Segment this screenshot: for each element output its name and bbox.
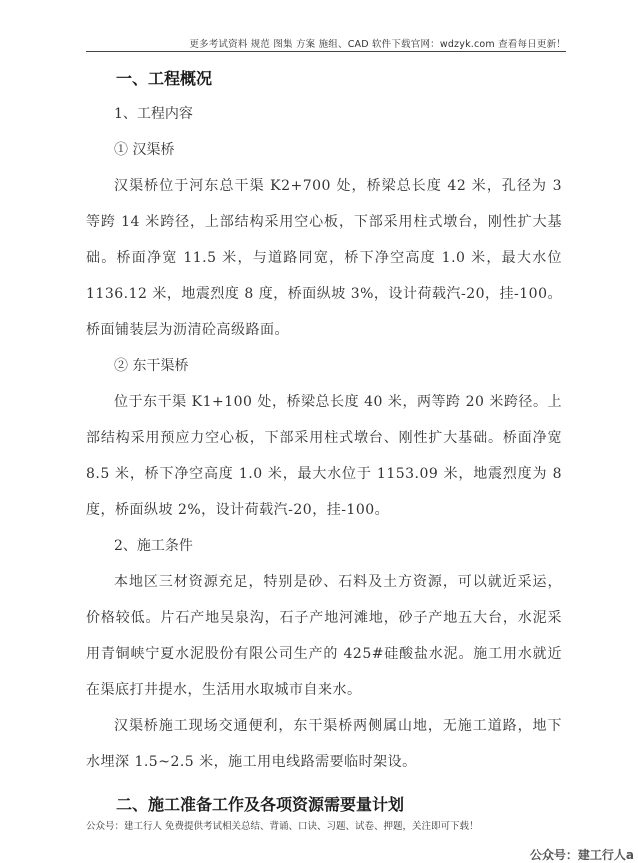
subsection-construction-conditions: 2、施工条件 <box>114 538 193 554</box>
conditions-paragraph-1: 本地区三材资源充足，特别是砂、石料及土方资源，可以就近采运，价格较低。片石产地吴泉沟，石子产地河滩地，砂子产地五大台，水泥采用青铜峡宁夏水泥股份有限公司生产的 425#硅酸盐水泥。施工用水就近在渠底打井提水，生活用水取城市自来水。 <box>86 574 562 698</box>
bridge-2-paragraph: 位于东干渠 K1+100 处，桥梁总长度 40 米，两等跨 20 米跨径。上部结构采用预应力空心板，下部采用柱式墩台、刚性扩大基础。桥面净宽 8.5 米，桥下净空高度 1.0 米，最大水位于 1153.09 米，地震烈度为 8 度，桥面纵坡 2%，设计荷载汽-20，挂-100。 <box>86 394 562 518</box>
bridge-1-heading: ① 汉渠桥 <box>114 142 175 158</box>
conditions-paragraph-2: 汉渠桥施工现场交通便利，东干渠桥两侧属山地，无施工道路，地下水埋深 1.5~2.5 米，施工用电线路需要临时架设。 <box>86 718 562 770</box>
watermark-label: 公众号：建工行人a <box>529 848 634 862</box>
bridge-1-paragraph: 汉渠桥位于河东总干渠 K2+700 处，桥梁总长度 42 米，孔径为 3 等跨 14 米跨径，上部结构采用空心板，下部采用柱式墩台，刚性扩大基础。桥面净宽 11.5 米，与道路同宽，桥下净空高度 1.0 米，最大水位 1136.12 米，地震烈度 8 度，桥面纵坡 3%，设计荷载汽-20，挂-100。桥面铺装层为沥清砼高级路面。 <box>86 178 562 338</box>
header-divider <box>86 51 566 52</box>
section-2-heading: 二、施工准备工作及各项资源需要量计划 <box>116 795 405 814</box>
page-header: 更多考试资料 规范 图集 方案 施组、CAD 软件下载官网：wdzyk.com 查看每日更新！ <box>189 39 566 50</box>
subsection-project-content: 1、工程内容 <box>114 106 193 122</box>
document-body <box>86 62 562 822</box>
bridge-2-heading: ② 东干渠桥 <box>114 358 189 374</box>
page-footer: 公众号：建工行人 免费提供考试相关总结、背诵、口诀、习题、试卷、押题，关注即可下载！ <box>86 821 479 832</box>
section-1-heading: 一、工程概况 <box>116 69 213 88</box>
